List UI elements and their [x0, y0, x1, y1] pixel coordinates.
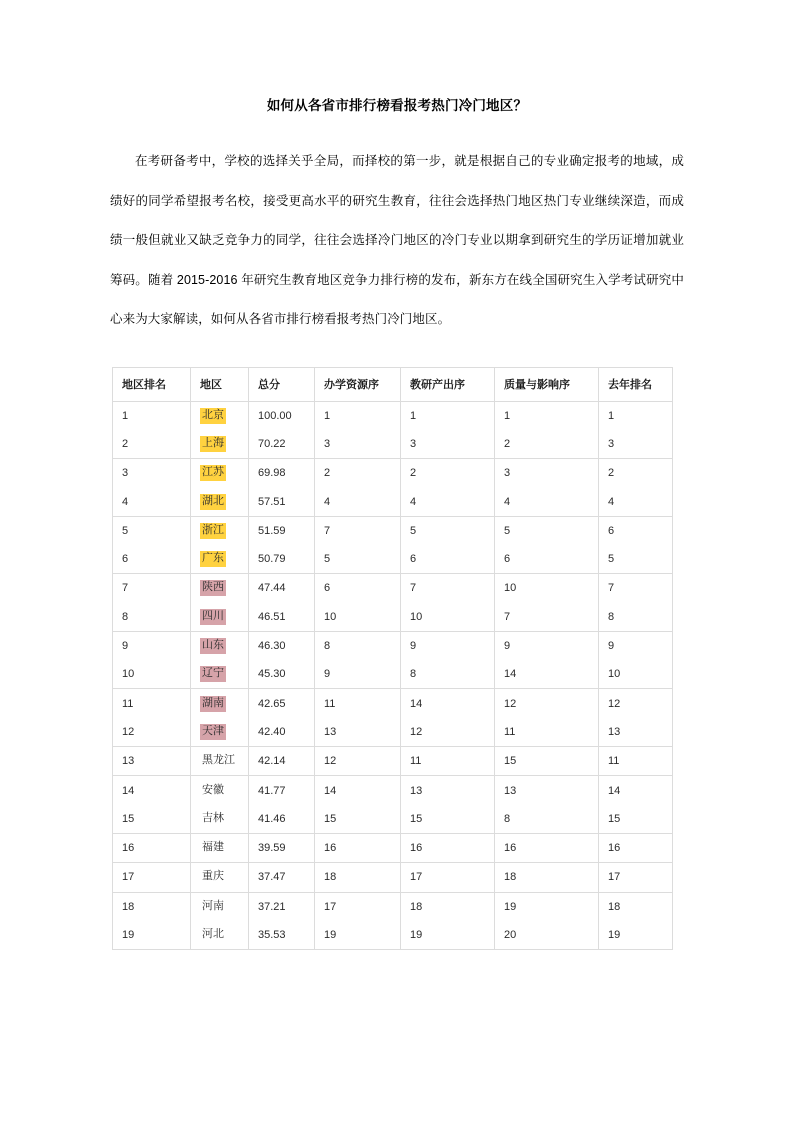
cell-resource-rank: 7: [315, 516, 401, 545]
cell-region: [191, 430, 249, 459]
cell-region: [191, 545, 249, 574]
cell-output-rank: 3: [401, 430, 495, 459]
cell-total-score: 46.51: [249, 603, 315, 632]
title-spacer: [110, 117, 684, 142]
table-row: [113, 401, 673, 430]
cell-total-score: 39.59: [249, 833, 315, 862]
cell-resource-rank: 18: [315, 863, 401, 892]
cell-region: [191, 747, 249, 776]
cell-region-rank: 9: [113, 631, 191, 660]
cell-region: [191, 516, 249, 545]
cell-last-year-rank: 2: [599, 459, 673, 488]
cell-resource-rank: 1: [315, 401, 401, 430]
cell-output-rank: 2: [401, 459, 495, 488]
cell-last-year-rank: 15: [599, 805, 673, 834]
table-row: [113, 660, 673, 689]
cell-quality-rank: 4: [495, 487, 599, 516]
cell-output-rank: 12: [401, 718, 495, 747]
cell-last-year-rank: 12: [599, 689, 673, 718]
region-highlight: 河南: [202, 899, 224, 912]
document-content: [110, 95, 684, 950]
region-highlight: 福建: [202, 841, 224, 854]
cell-last-year-rank: 11: [599, 747, 673, 776]
column-header-last-year-rank: 去年排名: [599, 367, 673, 401]
cell-quality-rank: 10: [495, 574, 599, 603]
cell-region: [191, 603, 249, 632]
cell-last-year-rank: 13: [599, 718, 673, 747]
cell-output-rank: 5: [401, 516, 495, 545]
cell-last-year-rank: 6: [599, 516, 673, 545]
region-highlight: 陕西: [200, 580, 226, 596]
cell-region-rank: 6: [113, 545, 191, 574]
cell-resource-rank: 3: [315, 430, 401, 459]
table-row: [113, 574, 673, 603]
table-row: [113, 689, 673, 718]
cell-resource-rank: 6: [315, 574, 401, 603]
table-spacer: [110, 340, 684, 367]
region-highlight: 河北: [202, 927, 224, 940]
column-header-region-rank: 地区排名: [113, 367, 191, 401]
cell-region: [191, 892, 249, 921]
cell-output-rank: 1: [401, 401, 495, 430]
cell-region: [191, 487, 249, 516]
cell-quality-rank: 15: [495, 747, 599, 776]
cell-quality-rank: 1: [495, 401, 599, 430]
cell-total-score: 42.65: [249, 689, 315, 718]
cell-last-year-rank: 17: [599, 863, 673, 892]
cell-resource-rank: 15: [315, 805, 401, 834]
cell-resource-rank: 16: [315, 833, 401, 862]
cell-region-rank: 18: [113, 892, 191, 921]
cell-resource-rank: 11: [315, 689, 401, 718]
table-row: [113, 545, 673, 574]
cell-region: [191, 574, 249, 603]
cell-quality-rank: 14: [495, 660, 599, 689]
table-row: [113, 631, 673, 660]
cell-region-rank: 17: [113, 863, 191, 892]
cell-quality-rank: 9: [495, 631, 599, 660]
cell-region: [191, 718, 249, 747]
region-highlight: 浙江: [200, 523, 226, 539]
cell-region-rank: 7: [113, 574, 191, 603]
intro-paragraph: 在考研备考中，学校的选择关乎全局，而择校的第一步，就是根据自己的专业确定报考的地域，成绩好的同学希望报考名校，接受更高水平的研究生教育，往往会选择热门地区热门专业继续深造，而成绩一般但就业又缺乏竞争力的同学，往往会选择冷门地区的冷门专业以期拿到研究生的学历证增加就业筹码。随着 2015-2016 年研究生教育地区竞争力排行榜的发布，新东方在线全国研究生入学考试研究中心来为大家解读，如何从各省市排行榜看报考热门冷门地区。: [110, 154, 684, 326]
cell-total-score: 47.44: [249, 574, 315, 603]
column-header-quality-rank: 质量与影响序: [495, 367, 599, 401]
cell-output-rank: 15: [401, 805, 495, 834]
region-highlight: 辽宁: [200, 666, 226, 682]
cell-region: [191, 660, 249, 689]
cell-resource-rank: 5: [315, 545, 401, 574]
table-row: [113, 863, 673, 892]
table-header-row: [113, 367, 673, 401]
cell-quality-rank: 19: [495, 892, 599, 921]
cell-total-score: 100.00: [249, 401, 315, 430]
cell-output-rank: 17: [401, 863, 495, 892]
cell-output-rank: 7: [401, 574, 495, 603]
cell-resource-rank: 12: [315, 747, 401, 776]
region-highlight: 上海: [200, 436, 226, 452]
column-header-resource-rank: 办学资源序: [315, 367, 401, 401]
cell-region: [191, 459, 249, 488]
cell-quality-rank: 2: [495, 430, 599, 459]
region-highlight: 四川: [200, 609, 226, 625]
cell-region-rank: 5: [113, 516, 191, 545]
cell-quality-rank: 8: [495, 805, 599, 834]
cell-last-year-rank: 7: [599, 574, 673, 603]
region-highlight: 湖南: [200, 696, 226, 712]
cell-region-rank: 15: [113, 805, 191, 834]
region-highlight: 北京: [200, 408, 226, 424]
cell-output-rank: 4: [401, 487, 495, 516]
table-row: [113, 921, 673, 950]
cell-resource-rank: 17: [315, 892, 401, 921]
cell-region-rank: 19: [113, 921, 191, 950]
cell-output-rank: 14: [401, 689, 495, 718]
cell-last-year-rank: 16: [599, 833, 673, 862]
cell-total-score: 35.53: [249, 921, 315, 950]
cell-region-rank: 4: [113, 487, 191, 516]
table-row: [113, 805, 673, 834]
cell-output-rank: 13: [401, 776, 495, 805]
cell-total-score: 57.51: [249, 487, 315, 516]
cell-total-score: 37.21: [249, 892, 315, 921]
cell-output-rank: 18: [401, 892, 495, 921]
table-row: [113, 603, 673, 632]
cell-total-score: 51.59: [249, 516, 315, 545]
cell-quality-rank: 5: [495, 516, 599, 545]
cell-region-rank: 2: [113, 430, 191, 459]
cell-output-rank: 16: [401, 833, 495, 862]
cell-region: [191, 805, 249, 834]
cell-region-rank: 11: [113, 689, 191, 718]
cell-output-rank: 9: [401, 631, 495, 660]
region-highlight: 天津: [200, 724, 226, 740]
region-highlight: 山东: [200, 638, 226, 654]
cell-resource-rank: 14: [315, 776, 401, 805]
table-row: [113, 892, 673, 921]
cell-last-year-rank: 19: [599, 921, 673, 950]
cell-total-score: 41.77: [249, 776, 315, 805]
cell-last-year-rank: 8: [599, 603, 673, 632]
table-row: [113, 833, 673, 862]
cell-last-year-rank: 10: [599, 660, 673, 689]
cell-region-rank: 14: [113, 776, 191, 805]
cell-last-year-rank: 1: [599, 401, 673, 430]
region-highlight: 吉林: [202, 811, 224, 824]
table-row: [113, 430, 673, 459]
cell-resource-rank: 13: [315, 718, 401, 747]
cell-region-rank: 10: [113, 660, 191, 689]
cell-last-year-rank: 18: [599, 892, 673, 921]
cell-region: [191, 776, 249, 805]
cell-region: [191, 863, 249, 892]
cell-region-rank: 13: [113, 747, 191, 776]
region-highlight: 重庆: [202, 870, 224, 883]
cell-total-score: 41.46: [249, 805, 315, 834]
cell-quality-rank: 7: [495, 603, 599, 632]
table-row: [113, 747, 673, 776]
cell-quality-rank: 16: [495, 833, 599, 862]
region-highlight: 黑龙江: [202, 754, 235, 767]
cell-region-rank: 1: [113, 401, 191, 430]
cell-total-score: 50.79: [249, 545, 315, 574]
cell-output-rank: 11: [401, 747, 495, 776]
table-header: [113, 367, 673, 401]
table-row: [113, 487, 673, 516]
region-highlight: 湖北: [200, 494, 226, 510]
column-header-region: 地区: [191, 367, 249, 401]
table-row: [113, 776, 673, 805]
cell-quality-rank: 11: [495, 718, 599, 747]
column-header-total-score: 总分: [249, 367, 315, 401]
cell-region: [191, 921, 249, 950]
table-row: [113, 718, 673, 747]
region-highlight: 广东: [200, 551, 226, 567]
region-highlight: 安徽: [202, 783, 224, 796]
cell-resource-rank: 2: [315, 459, 401, 488]
cell-output-rank: 8: [401, 660, 495, 689]
cell-region: [191, 631, 249, 660]
cell-region-rank: 16: [113, 833, 191, 862]
cell-quality-rank: 18: [495, 863, 599, 892]
cell-last-year-rank: 5: [599, 545, 673, 574]
cell-resource-rank: 8: [315, 631, 401, 660]
cell-quality-rank: 20: [495, 921, 599, 950]
cell-resource-rank: 4: [315, 487, 401, 516]
page-title: 如何从各省市排行榜看报考热门冷门地区？: [266, 98, 528, 113]
cell-output-rank: 6: [401, 545, 495, 574]
cell-total-score: 46.30: [249, 631, 315, 660]
cell-last-year-rank: 14: [599, 776, 673, 805]
cell-quality-rank: 6: [495, 545, 599, 574]
column-header-output-rank: 教研产出序: [401, 367, 495, 401]
cell-resource-rank: 19: [315, 921, 401, 950]
region-ranking-table: [112, 367, 673, 951]
cell-quality-rank: 3: [495, 459, 599, 488]
cell-region-rank: 3: [113, 459, 191, 488]
cell-last-year-rank: 4: [599, 487, 673, 516]
cell-resource-rank: 10: [315, 603, 401, 632]
cell-total-score: 69.98: [249, 459, 315, 488]
cell-resource-rank: 9: [315, 660, 401, 689]
cell-region: [191, 833, 249, 862]
table-row: [113, 516, 673, 545]
cell-total-score: 45.30: [249, 660, 315, 689]
cell-quality-rank: 13: [495, 776, 599, 805]
table-row: [113, 459, 673, 488]
cell-output-rank: 19: [401, 921, 495, 950]
region-highlight: 江苏: [200, 465, 226, 481]
table-body: [113, 401, 673, 950]
cell-last-year-rank: 9: [599, 631, 673, 660]
cell-total-score: 42.14: [249, 747, 315, 776]
cell-last-year-rank: 3: [599, 430, 673, 459]
cell-region: [191, 689, 249, 718]
cell-region-rank: 12: [113, 718, 191, 747]
cell-region: [191, 401, 249, 430]
cell-quality-rank: 12: [495, 689, 599, 718]
cell-total-score: 70.22: [249, 430, 315, 459]
cell-region-rank: 8: [113, 603, 191, 632]
cell-total-score: 42.40: [249, 718, 315, 747]
cell-output-rank: 10: [401, 603, 495, 632]
cell-total-score: 37.47: [249, 863, 315, 892]
